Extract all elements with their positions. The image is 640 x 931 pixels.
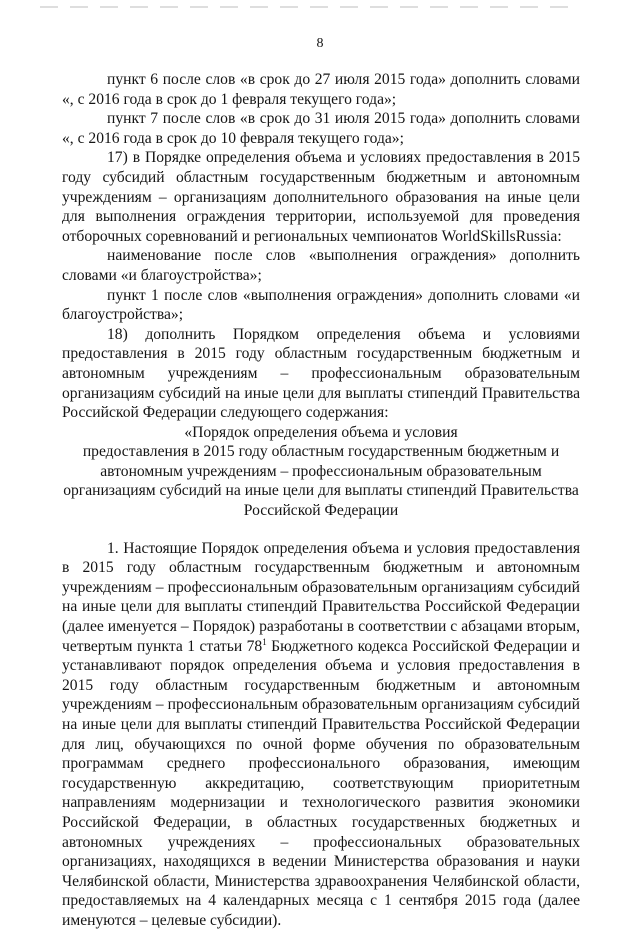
scan-artifact-line [40, 6, 580, 8]
clause-1-text-b: Бюджетного кодекса Российской Федерации и устанавливают порядок определения объема и условия предоставления в 2015 году областным государственным бюджетным и автономным учреждениям – профессиональным образовательным организациям субсидий на иные цели для выплаты стипендий Правительства Российской Федерации для лиц, обучающихся по очной форме обучения по образовательным программам среднего профессионального образования, имеющим государственную аккредитацию, соответствующим приоритетным направлениям модернизации и технологического развития экономики Российской Федерации, в областных государственных бюджетных и автономных учреждениях – профессиональных образовательных организациях, находящихся в ведении Министерства образования и науки Челябинской области, Министерства здравоохранения Челябинской области, предоставляемых на 4 календарных месяца с 1 сентября 2015 года (далее именуются – целевые субсидии). [62, 637, 580, 929]
heading-line: «Порядок определения объема и условия [184, 423, 458, 441]
paragraph-17: 17) в Порядке определения объема и условиях предоставления в 2015 году субсидий областным государственным бюджетным и автономным учреждениям – организациям дополнительного образования на иные цели для выполнения ограждения территории, используемой для проведения отборочных соревнований и региональных чемпионатов WorldSkillsRussia: [62, 149, 580, 245]
heading-line: Российской Федерации [243, 502, 399, 520]
paragraph-item-6: пункт 6 после слов «в срок до 27 июля 2015 года» дополнить словами «, с 2016 года в срок до 1 февраля текущего года»; [62, 71, 580, 108]
paragraph-17-name-amendment: наименование после слов «выполнения ограждения» дополнить словами «и благоустройства»; [62, 247, 580, 284]
heading-line: организациям субсидий на иные цели для выплаты стипендий Правительства [63, 482, 579, 500]
paragraph-17-point-1-amendment: пункт 1 после слов «выполнения ограждения» дополнить словами «и благоустройства»; [62, 286, 580, 324]
document-body [62, 70, 580, 931]
clause-1-text-a: 1. Настоящие Порядок определения объема и условия предоставления в 2015 году областным государственным бюджетным и автономным учреждениям – профессиональным образовательным организациям субсидий на иные цели для выплаты стипендий Правительства Российской Федерации (далее именуется – Порядок) разработаны в соответствии с абзацами вторым, четвертым пункта 1 статьи 78 [62, 539, 580, 655]
section-gap [62, 521, 580, 539]
page-number: 8 [316, 36, 324, 51]
article-superscript: 1 [262, 636, 267, 647]
heading-line: автономным учреждениям – профессиональным образовательным [100, 462, 542, 480]
heading-line: предоставления в 2015 году областным государственным бюджетным и [82, 443, 560, 461]
paragraph-18: 18) дополнить Порядком определения объема и условиями предоставления в 2015 году областным государственным бюджетным и автономным учреждениям – профессиональным образовательным организациям субсидий на иные цели для выплаты стипендий Правительства Российской Федерации следующего содержания: [62, 325, 580, 422]
procedure-heading [62, 423, 580, 521]
clause-1 [62, 539, 580, 931]
paragraph-item-7: пункт 7 после слов «в срок до 31 июля 2015 года» дополнить словами «, с 2016 года в срок до 10 февраля текущего года»; [62, 110, 580, 147]
